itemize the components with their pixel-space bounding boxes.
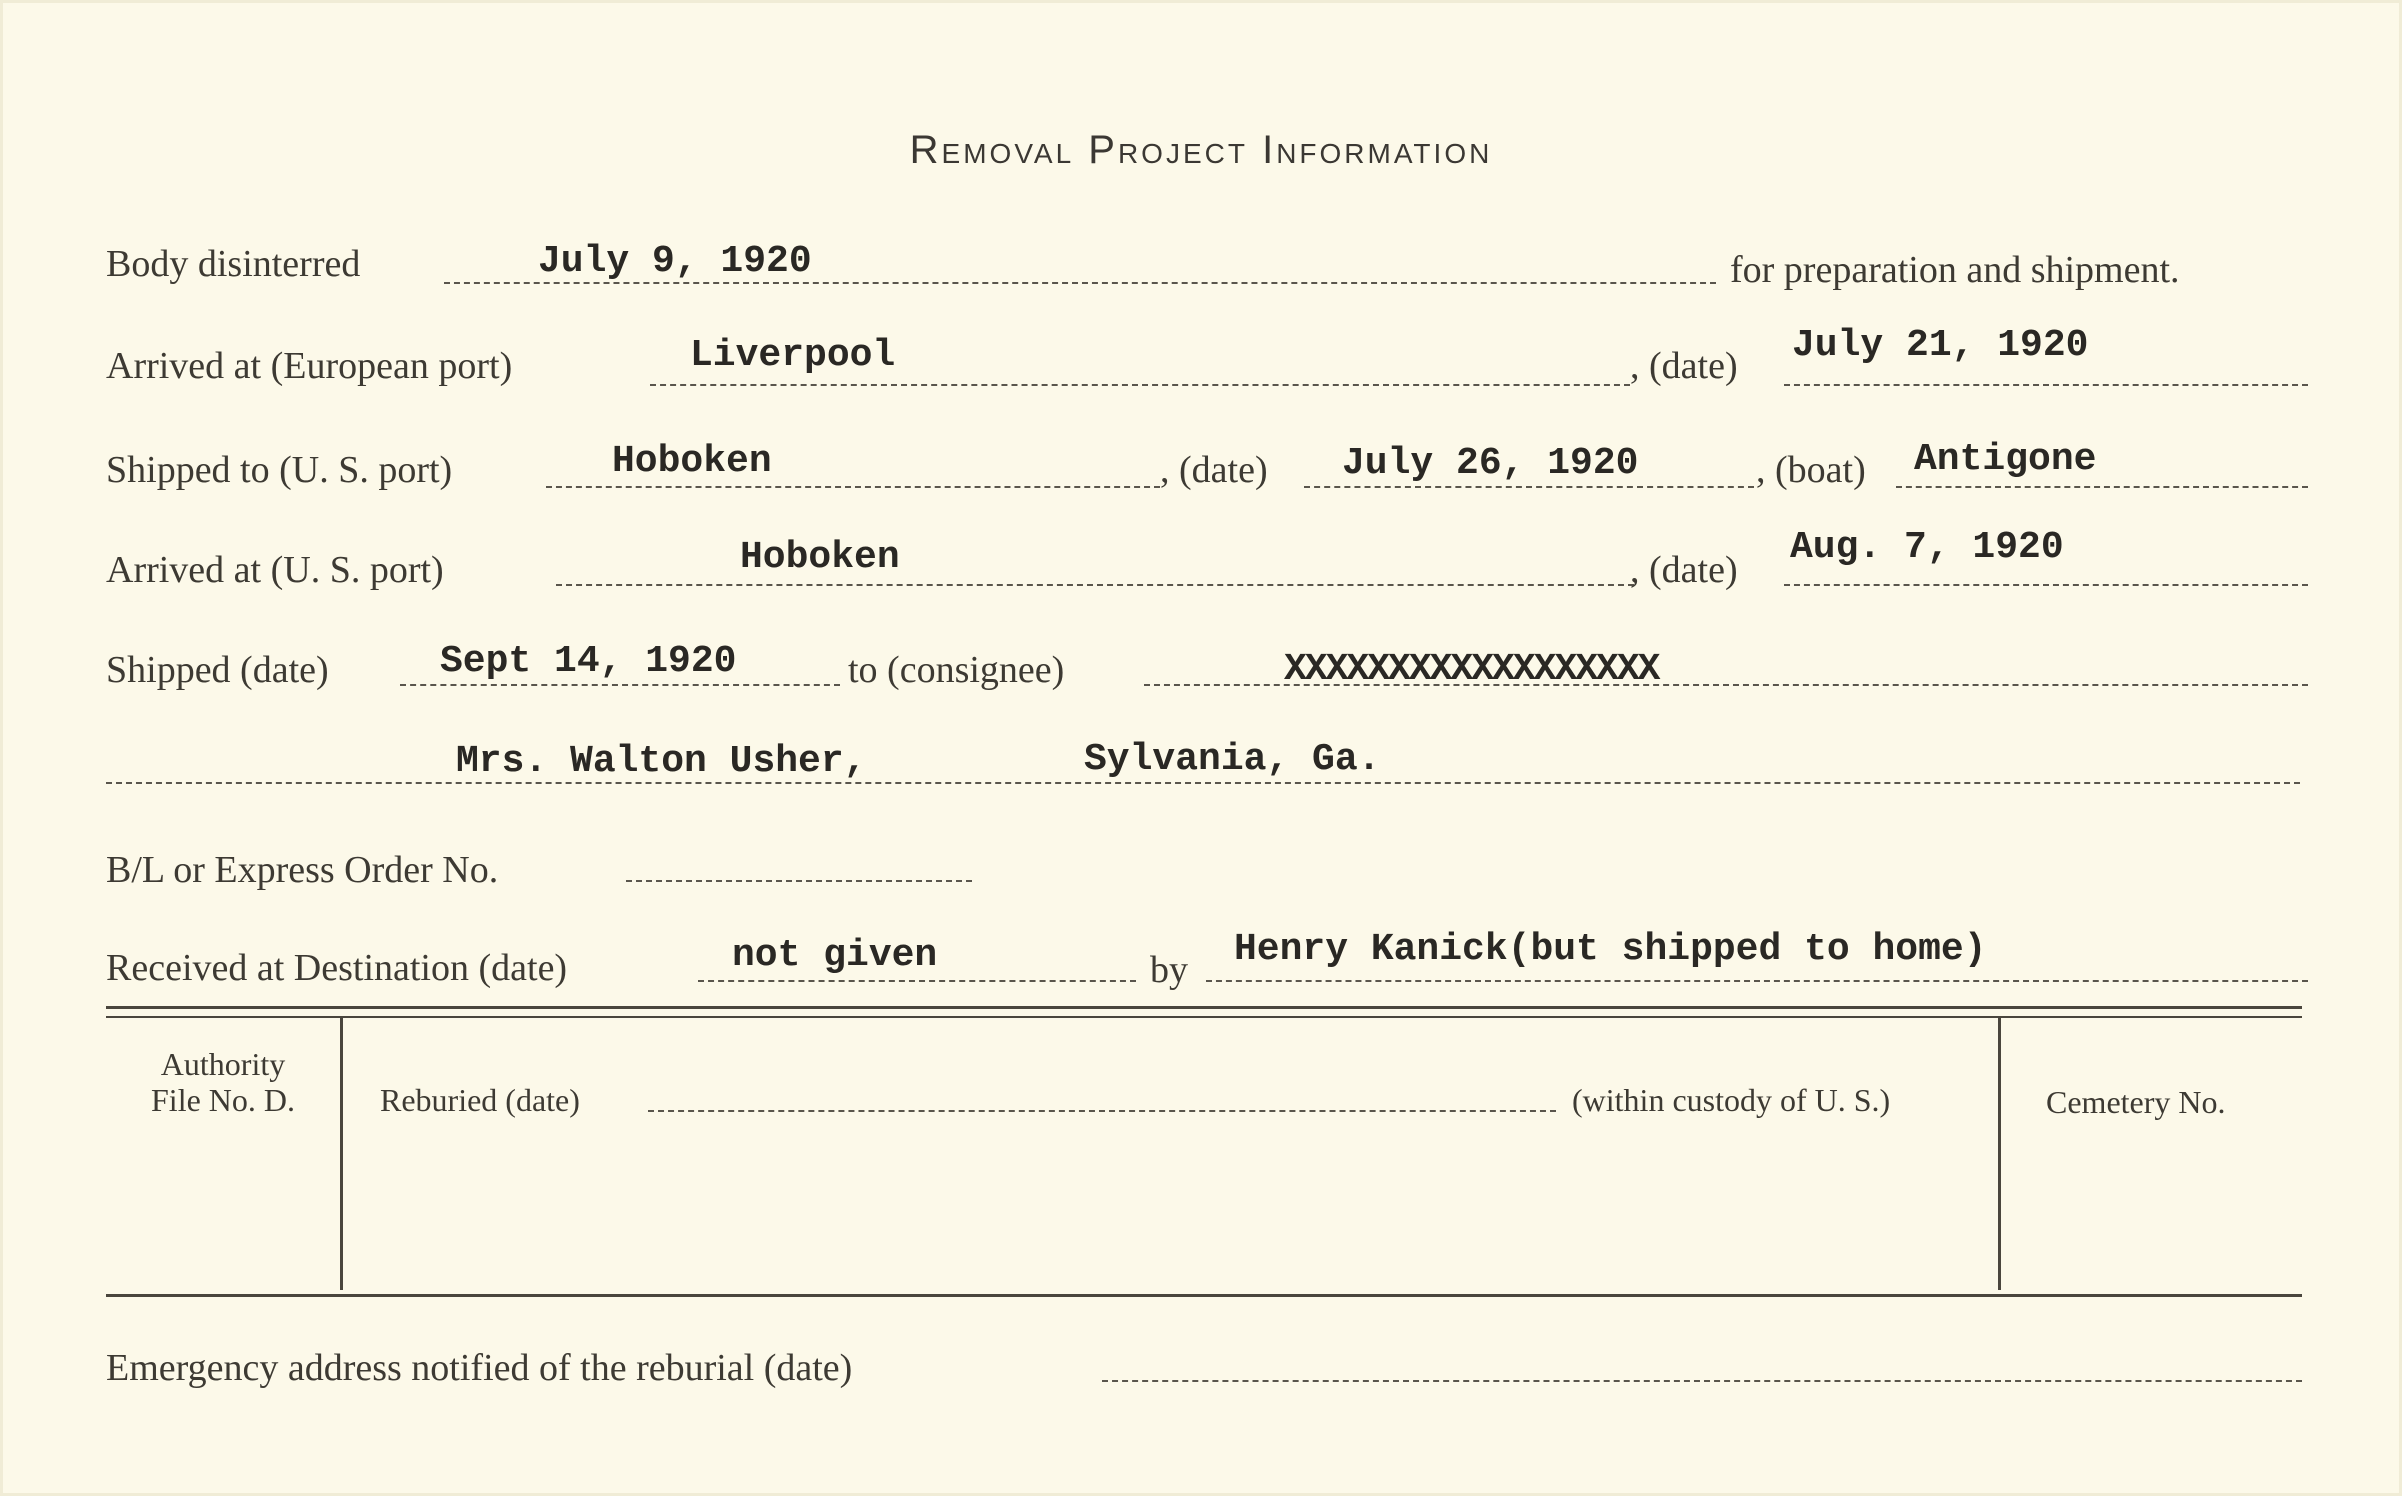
european-port-date-value: July 21, 1920	[1792, 324, 2089, 367]
european-port-label: Arrived at (European port)	[106, 345, 513, 387]
emergency-address-line	[1102, 1380, 2302, 1382]
body-disinterred-value: July 9, 1920	[538, 240, 812, 283]
consignee-address-line	[106, 782, 2300, 784]
reburied-date-label: Reburied (date)	[380, 1082, 580, 1118]
consignee-name-value: Mrs. Walton Usher,	[456, 740, 867, 783]
us-port-shipped-date-label: , (date)	[1160, 449, 1268, 491]
us-port-arrived-date-value: Aug. 7, 1920	[1790, 526, 2064, 569]
consignee-place-value: Sylvania, Ga.	[1084, 738, 1381, 781]
received-destination-label: Received at Destination (date)	[106, 947, 568, 989]
us-port-shipped-date-value: July 26, 1920	[1342, 442, 1639, 485]
shipped-date-value: Sept 14, 1920	[440, 640, 737, 683]
received-by-label: by	[1150, 949, 1188, 991]
emergency-address-label: Emergency address notified of the reburial (date)	[106, 1347, 853, 1389]
boat-label: , (boat)	[1756, 449, 1866, 491]
european-port-date-label: , (date)	[1630, 345, 1738, 387]
european-port-value: Liverpool	[690, 334, 896, 377]
us-port-arrived-date-line	[1784, 584, 2308, 586]
box-top-rule	[106, 1006, 2302, 1009]
reburied-date-line	[648, 1110, 1556, 1112]
preparation-shipment-label: for preparation and shipment.	[1730, 249, 2180, 291]
box-divider-left	[340, 1018, 343, 1290]
european-port-line	[650, 384, 1630, 386]
received-by-value: Henry Kanick(but shipped to home)	[1234, 928, 1987, 971]
cemetery-no-label: Cemetery No.	[2046, 1084, 2226, 1120]
box-bottom-rule	[106, 1294, 2302, 1297]
us-port-shipped-value: Hoboken	[612, 440, 772, 483]
us-port-shipped-date-line	[1304, 486, 1754, 488]
body-disinterred-label: Body disinterred	[106, 243, 361, 285]
consignee-struck-value: XXXXXXXXXXXXXXXXXX	[1284, 648, 1659, 691]
box-top-rule-double	[106, 1016, 2302, 1018]
consignee-label: to (consignee)	[848, 649, 1065, 691]
us-port-arrived-line	[556, 584, 1634, 586]
us-port-shipped-line	[546, 486, 1160, 488]
boat-line	[1896, 486, 2308, 488]
box-divider-right	[1998, 1018, 2001, 1290]
us-port-shipped-label: Shipped to (U. S. port)	[106, 449, 453, 491]
custody-label: (within custody of U. S.)	[1572, 1082, 1891, 1118]
authority-label: Authority	[160, 1046, 286, 1082]
bl-order-line	[626, 880, 972, 882]
bl-order-label: B/L or Express Order No.	[106, 849, 499, 891]
received-destination-line	[698, 980, 1136, 982]
us-port-arrived-value: Hoboken	[740, 536, 900, 579]
card-title: Removal Project Information	[909, 128, 1493, 172]
european-port-date-line	[1784, 384, 2308, 386]
received-by-line	[1206, 980, 2308, 982]
shipped-date-line	[400, 684, 840, 686]
us-port-arrived-label: Arrived at (U. S. port)	[106, 549, 444, 591]
boat-value: Antigone	[1914, 438, 2097, 481]
shipped-date-label: Shipped (date)	[106, 649, 329, 691]
file-no-label: File No. D.	[151, 1082, 295, 1118]
received-destination-value: not given	[732, 934, 938, 977]
us-port-arrived-date-label: , (date)	[1630, 549, 1738, 591]
